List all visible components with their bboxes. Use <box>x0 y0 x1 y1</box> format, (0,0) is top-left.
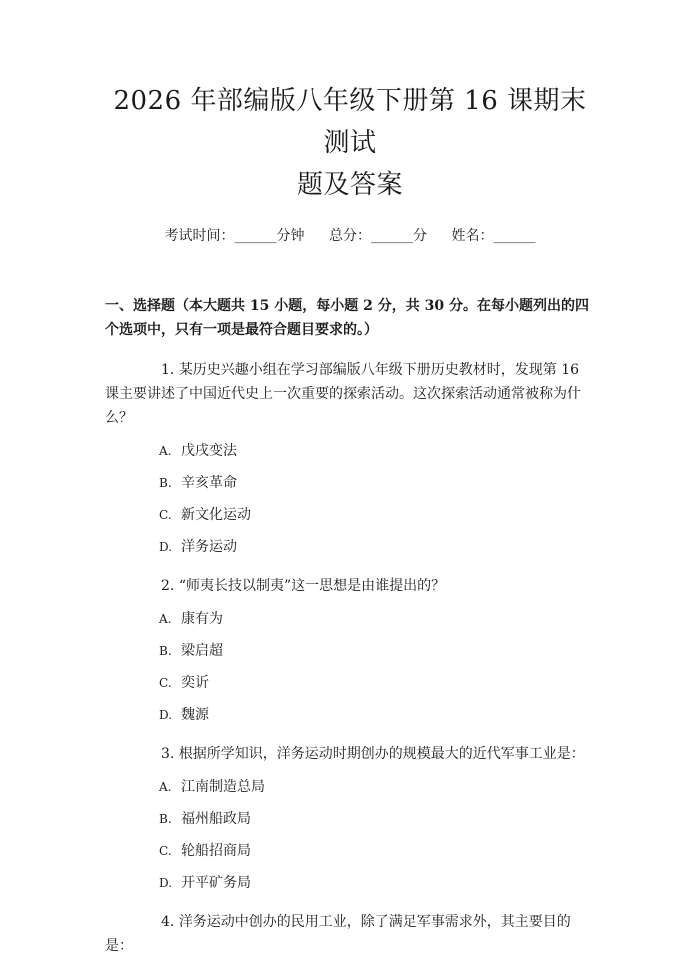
option-b[interactable] <box>159 640 595 662</box>
question-3-options <box>105 776 595 894</box>
question-text: 某历史兴趣小组在学习部编版八年级下册历史教材时，发现第 16 课主要讲述了中国近代史上一次重要的探索活动。这次探索活动通常被称为什么？ <box>105 362 581 426</box>
question-number: 3. <box>161 746 175 762</box>
question-4 <box>105 910 595 958</box>
section-heading-multiple-choice: 一、选择题（本大题共 15 小题，每小题 2 分，共 30 分。在每小题列出的四个选项中，只有一项是最符合题目要求的。） <box>105 298 589 338</box>
question-number: 1. <box>161 362 175 378</box>
student-name-field: 姓名：______ <box>451 228 536 244</box>
option-text: 江南制造总局 <box>181 779 265 795</box>
question-text: 洋务运动中创办的民用工业，除了满足军事需求外，其主要目的是： <box>105 914 571 954</box>
option-letter: C. <box>159 508 172 522</box>
option-letter: B. <box>159 812 172 826</box>
option-letter: C. <box>159 676 172 690</box>
option-b[interactable] <box>159 808 595 830</box>
document-title <box>105 0 595 206</box>
option-a[interactable] <box>159 776 595 798</box>
option-text: 魏源 <box>181 707 209 723</box>
option-d[interactable] <box>159 872 595 894</box>
question-2-options <box>105 608 595 726</box>
exam-time-field: 考试时间：______分钟 <box>164 228 305 244</box>
option-d[interactable] <box>159 704 595 726</box>
question-2 <box>105 574 595 598</box>
question-text: 根据所学知识，洋务运动时期创办的规模最大的近代军事工业是： <box>178 746 585 762</box>
option-text: 轮船招商局 <box>181 843 251 859</box>
title-line-2: 题及答案 <box>296 170 403 200</box>
option-letter: C. <box>159 844 172 858</box>
option-a[interactable] <box>159 440 595 462</box>
option-letter: B. <box>159 476 172 490</box>
option-c[interactable] <box>159 672 595 694</box>
option-a[interactable] <box>159 608 595 630</box>
option-letter: B. <box>159 644 172 658</box>
question-3 <box>105 742 595 766</box>
option-text: 辛亥革命 <box>181 475 237 491</box>
question-1 <box>105 358 595 430</box>
option-letter: A. <box>159 444 172 458</box>
option-text: 洋务运动 <box>181 539 237 555</box>
exam-info <box>105 226 595 246</box>
title-line-1: 2026 年部编版八年级下册第 16 课期末测试 <box>113 86 587 158</box>
question-1-options <box>105 440 595 558</box>
option-text: 开平矿务局 <box>181 875 251 891</box>
option-letter: D. <box>159 540 173 554</box>
option-c[interactable] <box>159 504 595 526</box>
option-d[interactable] <box>159 536 595 558</box>
total-score-field: 总分：______分 <box>329 228 427 244</box>
option-letter: D. <box>159 876 173 890</box>
question-number: 4. <box>161 914 175 930</box>
option-b[interactable] <box>159 472 595 494</box>
option-text: 新文化运动 <box>181 507 251 523</box>
option-letter: A. <box>159 612 172 626</box>
question-number: 2. <box>161 578 175 594</box>
option-text: 戊戌变法 <box>181 443 237 459</box>
option-letter: D. <box>159 708 173 722</box>
option-text: 梁启超 <box>181 643 223 659</box>
option-letter: A. <box>159 780 172 794</box>
question-text: “师夷长技以制夷”这一思想是由谁提出的？ <box>178 578 446 594</box>
option-text: 康有为 <box>181 611 223 627</box>
option-c[interactable] <box>159 840 595 862</box>
option-text: 福州船政局 <box>181 811 251 827</box>
option-text: 奕䜣 <box>181 675 209 691</box>
